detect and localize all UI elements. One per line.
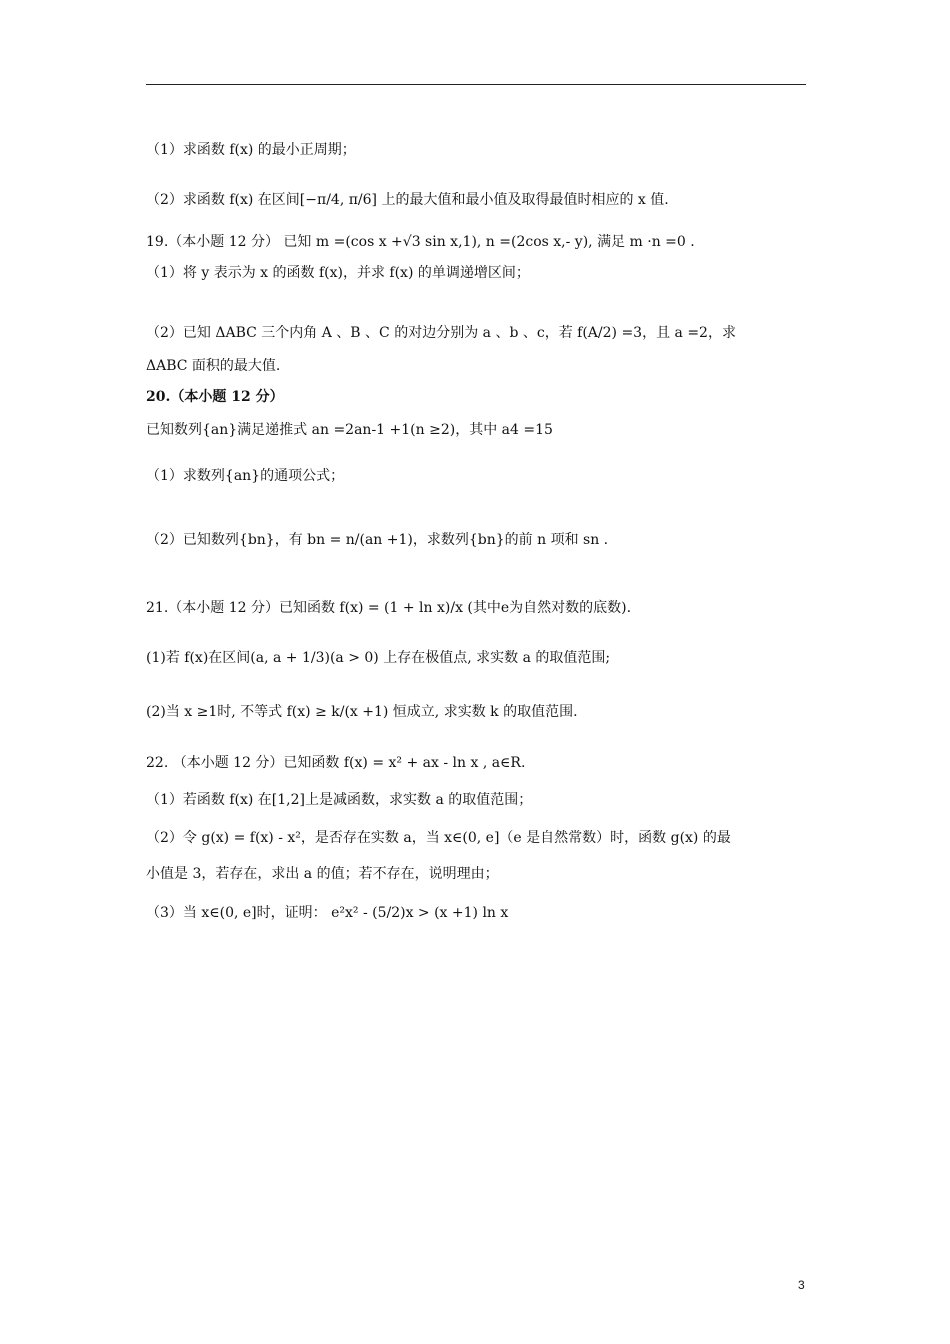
q21-stem: 21.（本小题 12 分）已知函数 f(x) = (1 + ln x)/x (其中e为自然对数的底数).: [146, 600, 632, 616]
header-rule: [146, 84, 806, 85]
q21-part1: (1)若 f(x)在区间(a, a + 1/3)(a > 0) 上存在极值点, 求实数 a 的取值范围;: [146, 650, 611, 666]
q22-part2: （2）令 g(x) = f(x) - x²，是否存在实数 a，当 x∈(0, e]（e 是自然常数）时，函数 g(x) 的最: [146, 830, 731, 846]
q19-stem: 19.（本小题 12 分） 已知 m =(cos x +√3 sin x,1), n =(2cos x,- y), 满足 m ·n =0 .: [146, 234, 695, 250]
q20-part1: （1）求数列{an}的通项公式；: [146, 468, 345, 484]
q22-part3: （3）当 x∈(0, e]时，证明： e²x² - (5/2)x > (x +1) ln x: [146, 905, 509, 921]
q20-part2: （2）已知数列{bn}，有 bn = n/(an +1)，求数列{bn}的前 n 项和 sn .: [146, 532, 609, 548]
q22-stem: 22. （本小题 12 分）已知函数 f(x) = x² + ax - ln x , a∈R.: [146, 755, 526, 771]
page-number: 3: [798, 1278, 805, 1292]
q22-part1: （1）若函数 f(x) 在[1,2]上是减函数，求实数 a 的取值范围；: [146, 792, 533, 808]
q20-stem: 已知数列{an}满足递推式 an =2an-1 +1(n ≥2)，其中 a4 =15: [146, 422, 553, 438]
q19-part1: （1）将 y 表示为 x 的函数 f(x)，并求 f(x) 的单调递增区间；: [146, 265, 530, 281]
q18-part1: （1）求函数 f(x) 的最小正周期；: [146, 142, 356, 158]
q22-part2-cont: 小值是 3，若存在，求出 a 的值；若不存在，说明理由；: [146, 866, 499, 882]
q19-part2-cont: ΔABC 面积的最大值.: [146, 358, 281, 374]
q20-heading: 20.（本小题 12 分）: [146, 389, 284, 405]
q18-part2: （2）求函数 f(x) 在区间[−π/4, π/6] 上的最大值和最小值及取得最值时相应的 x 值.: [146, 192, 669, 208]
q19-part2: （2）已知 ΔABC 三个内角 A 、B 、C 的对边分别为 a 、b 、c，若 f(A/2) =3，且 a =2，求: [146, 325, 736, 341]
q21-part2: (2)当 x ≥1时, 不等式 f(x) ≥ k/(x +1) 恒成立, 求实数 k 的取值范围.: [146, 704, 578, 720]
